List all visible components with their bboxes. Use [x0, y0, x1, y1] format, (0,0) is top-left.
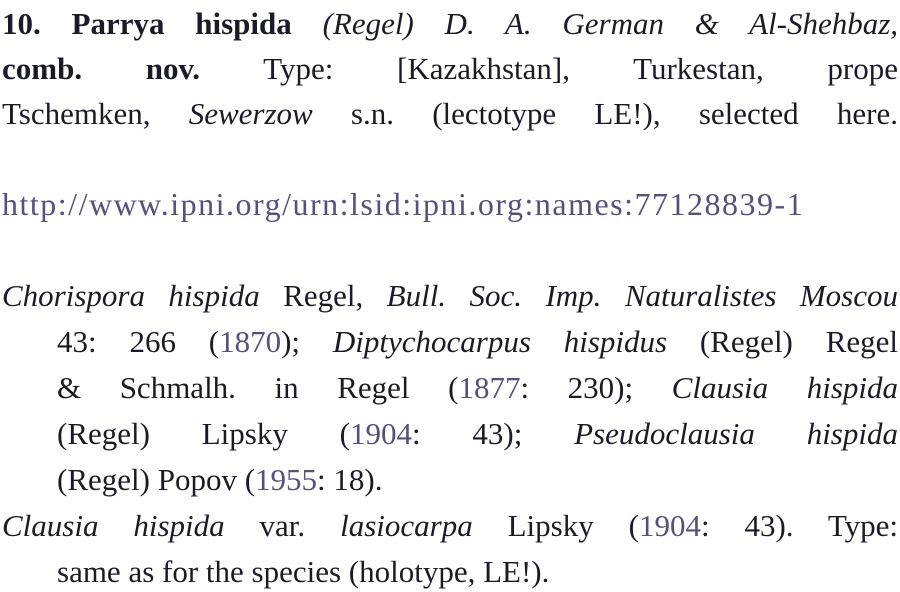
- reference-year-link[interactable]: 1904: [349, 416, 412, 451]
- ipni-url-paragraph[interactable]: [2, 182, 898, 227]
- reference-year-link[interactable]: 1877: [458, 370, 521, 405]
- text-run: : 230);: [520, 370, 672, 405]
- comb-nov-label: comb. nov.: [2, 51, 201, 86]
- variety-epithet: lasiocarpa: [340, 508, 473, 543]
- text-run: var.: [224, 508, 341, 543]
- ipni-url-text[interactable]: http://www.ipni.org/urn:lsid:ipni.org:names:77128839-1: [2, 186, 805, 222]
- text-run: Type: [Kazakhstan], Turkestan, prope: [200, 51, 898, 86]
- reference-year-link[interactable]: 1904: [638, 508, 701, 543]
- synonym-name: Diptychocarpus hispidus: [332, 324, 668, 359]
- text-run: [292, 6, 323, 41]
- text-line: [2, 91, 898, 136]
- reference-year-link[interactable]: 1955: [255, 462, 318, 497]
- synonymy-paragraph: [2, 273, 898, 503]
- text-run: (Regel) Regel: [667, 324, 898, 359]
- species-number-and-name: 10. Parrya hispida: [2, 6, 292, 41]
- text-line: [2, 273, 898, 319]
- text-line: [2, 549, 898, 592]
- text-line: [2, 365, 898, 411]
- text-run: Regel,: [259, 278, 387, 313]
- author-citation: (Regel) D. A. German & Al-Shehbaz,: [322, 6, 898, 41]
- variety-synonymy-paragraph: [2, 503, 898, 592]
- text-run: : 43);: [411, 416, 575, 451]
- text-line: [2, 411, 898, 457]
- text-run: (Regel) Popov (: [57, 462, 256, 497]
- text-run: : 43). Type:: [700, 508, 898, 543]
- text-run: 43: 266 (: [57, 324, 220, 359]
- reference-year-link[interactable]: 1870: [219, 324, 282, 359]
- text-run: (Regel) Lipsky (: [57, 416, 350, 451]
- text-run: s.n. (lectotype LE!), selected here.: [312, 96, 898, 131]
- text-line: [2, 503, 898, 549]
- journal-title: Bull. Soc. Imp. Naturalistes Moscou: [386, 278, 898, 313]
- synonym-name: Pseudoclausia hispida: [574, 416, 898, 451]
- text-line: [2, 457, 898, 503]
- text-line: [2, 46, 898, 91]
- synonym-name: Chorispora hispida: [2, 278, 260, 313]
- text-run: Tschemken,: [2, 96, 189, 131]
- text-run: same as for the species (holotype, LE!).: [57, 554, 550, 589]
- text-line: [2, 1, 898, 46]
- text-run: );: [281, 324, 333, 359]
- text-run: : 18).: [317, 462, 383, 497]
- text-run: & Schmalh. in Regel (: [57, 370, 459, 405]
- text-line: [2, 319, 898, 365]
- synonym-name: Clausia hispida: [671, 370, 898, 405]
- text-line: [2, 182, 898, 227]
- species-heading-paragraph: [2, 1, 898, 136]
- collector-name: Sewerzow: [188, 96, 313, 131]
- synonym-name: Clausia hispida: [2, 508, 225, 543]
- text-run: Lipsky (: [472, 508, 639, 543]
